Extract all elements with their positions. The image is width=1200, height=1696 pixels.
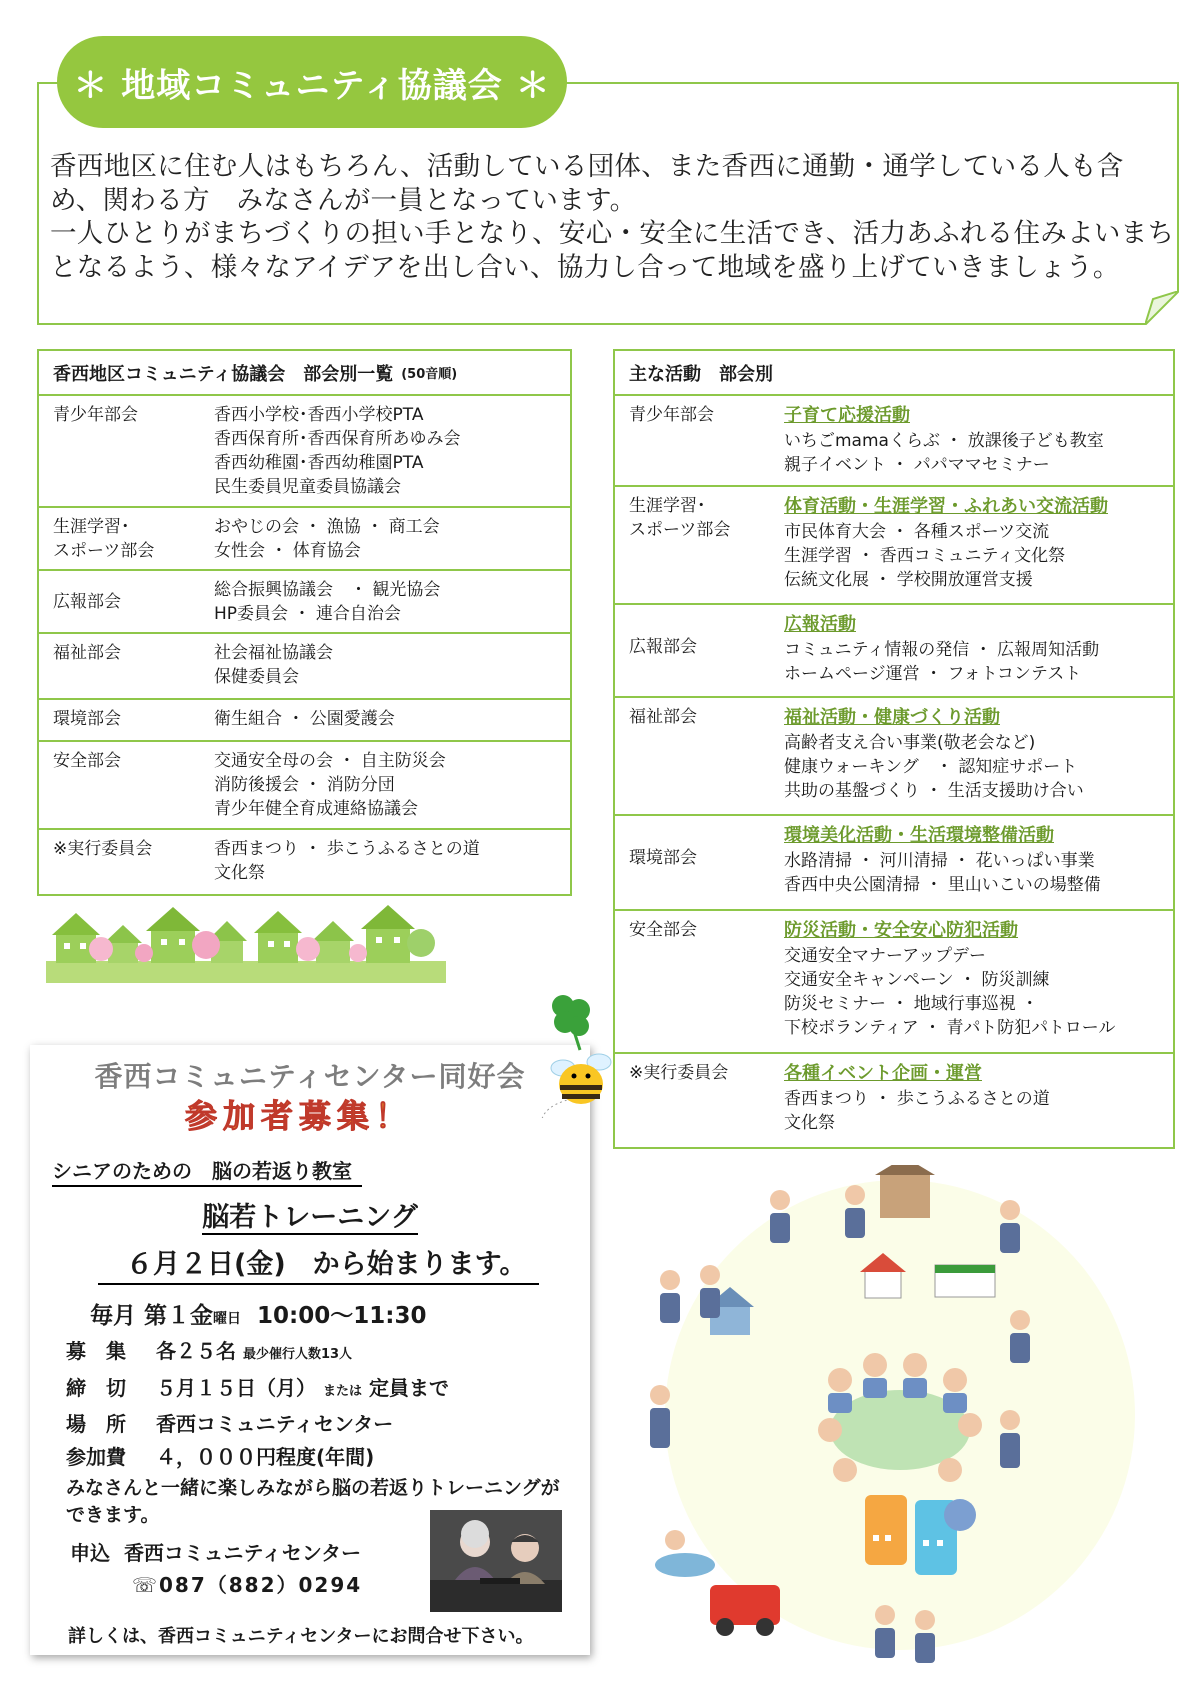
table-row — [39, 634, 570, 700]
activity-line: 共助の基盤づくり ・ 生活支援助け合い — [784, 781, 1084, 801]
intro-paragraph-2: 一人ひとりがまちづくりの担い手となり、安心・安全に生活でき、活力あふれる住みよいまちとなるよう、様々なアイデアを出し合い、協力し合って地域を盛り上げていきましょう。 — [50, 218, 1175, 283]
activity-line: 下校ボランティア ・ 青パト防犯パトロール — [784, 1018, 1116, 1038]
place-label: 場 所 — [66, 1412, 126, 1436]
member-line: 消防後援会 ・ 消防分団 — [214, 775, 395, 795]
activity-detail — [784, 911, 1115, 1052]
member-line: 青少年健全育成連絡協議会 — [214, 799, 418, 819]
schedule-day: 毎月 第１金 — [90, 1303, 214, 1329]
seniors-photo — [430, 1510, 562, 1612]
division-name: 環境部会 — [53, 709, 121, 729]
member-line: 社会福祉協議会 — [214, 643, 333, 663]
member-line: 民生委員児童委員協議会 — [214, 477, 401, 497]
activity-line: 香西中央公園清掃 ・ 里山いこいの場整備 — [784, 875, 1101, 895]
activity-detail — [784, 605, 1099, 696]
flyer-recruit-heading: 参加者募集！ — [185, 1097, 414, 1135]
flyer-schedule — [90, 1297, 426, 1330]
activity-title: 防災活動・安全安心防犯活動 — [784, 920, 1018, 941]
activities-table-header — [615, 351, 1173, 396]
flyer-start-date: ６月２日(金) から始まります。 — [98, 1242, 539, 1285]
division-name-line: スポーツ部会 — [629, 520, 731, 540]
activity-title: 広報活動 — [784, 614, 856, 635]
activities-table-title: 主な活動 部会別 — [629, 363, 773, 385]
flyer-title: 香西コミュニティセンター同好会 — [94, 1060, 526, 1093]
flyer-details — [66, 1335, 449, 1473]
division-name-line: 生涯学習･ — [629, 496, 706, 516]
activity-detail — [784, 396, 1104, 485]
phone-number: ☏087（882）0294 — [132, 1573, 363, 1597]
division-name: 安全部会 — [53, 751, 121, 771]
division-members — [214, 396, 461, 506]
place-line — [66, 1408, 449, 1441]
activity-line: 水路清掃 ・ 河川清掃 ・ 花いっぱい事業 — [784, 851, 1095, 871]
member-line: 交通安全母の会 ・ 自主防災会 — [214, 751, 446, 771]
division-name: 青少年部会 — [629, 405, 714, 425]
page-fold-icon — [1145, 291, 1179, 325]
division-name — [615, 487, 784, 603]
activity-line: 市民体育大会 ・ 各種スポーツ交流 — [784, 522, 1050, 542]
activity-title: 各種イベント企画・運営 — [784, 1063, 982, 1084]
capacity-label: 募 集 — [66, 1339, 126, 1363]
member-line: 保健委員会 — [214, 667, 299, 687]
member-line: 衛生組合 ・ 公園愛護会 — [214, 709, 395, 729]
divisions-table-header — [39, 351, 570, 396]
division-name: 広報部会 — [629, 637, 697, 657]
capacity-value: 各２５名 — [156, 1339, 236, 1363]
activity-detail — [784, 698, 1084, 814]
member-line: 香西小学校･香西小学校PTA — [214, 405, 424, 425]
member-line: 総合振興協議会 ・ 観光協会 — [214, 580, 441, 600]
division-name-line: スポーツ部会 — [53, 541, 155, 561]
division-members — [214, 508, 440, 569]
activity-title: 子育て応援活動 — [784, 405, 910, 426]
table-row — [39, 396, 570, 508]
fee-line — [66, 1441, 449, 1474]
course-name-text: 脳若トレーニング — [202, 1202, 418, 1233]
division-members — [214, 634, 333, 698]
activity-line: 交通安全キャンペーン ・ 防災訓練 — [784, 970, 1050, 990]
member-line: 香西保育所･香西保育所あゆみ会 — [214, 429, 461, 449]
table-row — [615, 1054, 1173, 1144]
member-line: 香西幼稚園･香西幼稚園PTA — [214, 453, 424, 473]
activity-line: ホームページ運営 ・ フォトコンテスト — [784, 664, 1082, 684]
activities-table — [613, 349, 1175, 1149]
deadline-or: または — [322, 1383, 362, 1399]
divisions-table-note: (50音順) — [401, 367, 458, 382]
table-row — [615, 605, 1173, 698]
activity-line: 防災セミナー ・ 地域行事巡視 ・ — [784, 994, 1039, 1014]
table-row — [615, 911, 1173, 1054]
activity-detail — [784, 487, 1108, 603]
table-row — [39, 700, 570, 742]
division-name: ※実行委員会 — [53, 839, 153, 859]
town-illustration — [46, 903, 446, 983]
activity-line: 生涯学習 ・ 香西コミュニティ文化祭 — [784, 546, 1066, 566]
recruitment-flyer — [30, 1045, 590, 1655]
intro-text — [50, 150, 1175, 284]
flyer-apply — [70, 1537, 362, 1601]
place-value: 香西コミュニティセンター — [156, 1412, 394, 1436]
division-members — [214, 742, 446, 828]
activity-line: 健康ウォーキング ・ 認知症サポート — [784, 757, 1078, 777]
division-name: 広報部会 — [53, 592, 121, 612]
table-row — [39, 830, 570, 892]
table-row — [615, 698, 1173, 816]
fee-label: 参加費 — [66, 1444, 126, 1469]
table-row — [615, 396, 1173, 487]
activity-line: 文化祭 — [784, 1113, 835, 1133]
divisions-table-title: 香西地区コミュニティ協議会 部会別一覧 — [53, 363, 394, 385]
deadline-value: ５月１５日（月） — [156, 1375, 316, 1400]
schedule-time: 10:00～11:30 — [257, 1303, 427, 1329]
activity-line: 交通安全マナーアップデー — [784, 946, 986, 966]
deadline-label: 締 切 — [66, 1375, 126, 1400]
activity-detail — [784, 816, 1101, 909]
member-line: HP委員会 ・ 連合自治会 — [214, 604, 401, 624]
intro-paragraph-1: 香西地区に住む人はもちろん、活動している団体、また香西に通勤・通学している人も含め、関わる方 みなさんが一員となっています。 — [50, 151, 1124, 216]
activity-title: 環境美化活動・生活環境整備活動 — [784, 825, 1054, 846]
fee-value: ４，０００円程度(年間) — [156, 1444, 375, 1469]
flyer-course-name — [30, 1195, 590, 1234]
division-name — [39, 508, 214, 569]
division-name: 福祉部会 — [629, 707, 697, 727]
flyer-footer: 詳しくは、香西コミュニティセンターにお問合せ下さい。 — [68, 1626, 534, 1647]
deadline-alt: 定員まで — [368, 1375, 449, 1400]
division-name: ※実行委員会 — [629, 1063, 729, 1083]
table-row — [615, 816, 1173, 911]
community-circle-illustration — [640, 1165, 1160, 1675]
capacity-note: 最少催行人数13人 — [242, 1347, 353, 1362]
table-row — [39, 508, 570, 571]
deadline-line — [66, 1372, 449, 1409]
capacity-line — [66, 1335, 449, 1372]
flyer-note: みなさんと一緒に楽しみながら脳の若返りトレーニングができます。 — [66, 1477, 560, 1526]
divisions-table — [37, 349, 572, 896]
apply-label: 申込 — [70, 1541, 110, 1565]
division-name: 安全部会 — [629, 920, 697, 940]
activity-line: 高齢者支え合い事業(敬老会など) — [784, 733, 1036, 753]
division-name: 福祉部会 — [53, 643, 121, 663]
page-title: ＊ 地域コミュニティ協議会 ＊ — [57, 36, 567, 128]
division-name: 環境部会 — [629, 848, 697, 868]
apply-place: 香西コミュニティセンター — [123, 1541, 362, 1565]
activity-line: 香西まつり ・ 歩こうふるさとの道 — [784, 1089, 1050, 1109]
member-line: おやじの会 ・ 漁協 ・ 商工会 — [214, 517, 440, 537]
division-members — [214, 700, 395, 740]
bee-clover-icon — [535, 988, 630, 1118]
activity-title: 福祉活動・健康づくり活動 — [784, 707, 1000, 728]
flyer-subtitle: シニアのための 脳の若返り教室 — [52, 1155, 362, 1187]
table-row — [39, 742, 570, 830]
division-members — [214, 830, 480, 892]
table-row — [39, 571, 570, 634]
member-line: 女性会 ・ 体育協会 — [214, 541, 361, 561]
division-name: 青少年部会 — [53, 405, 138, 425]
activity-line: いちごmamaくらぶ ・ 放課後子ども教室 — [784, 431, 1104, 451]
activity-line: 伝統文化展 ・ 学校開放運営支援 — [784, 570, 1033, 590]
table-row — [615, 487, 1173, 605]
member-line: 文化祭 — [214, 863, 265, 883]
member-line: 香西まつり ・ 歩こうふるさとの道 — [214, 839, 480, 859]
division-name-line: 生涯学習･ — [53, 517, 130, 537]
schedule-day-suffix: 曜日 — [213, 1311, 242, 1327]
activity-title: 体育活動・生涯学習・ふれあい交流活動 — [784, 496, 1108, 517]
activity-detail — [784, 1054, 1050, 1144]
division-members — [214, 571, 440, 632]
activity-line: 親子イベント ・ パパママセミナー — [784, 455, 1050, 475]
activity-line: コミュニティ情報の発信 ・ 広報周知活動 — [784, 640, 1100, 660]
